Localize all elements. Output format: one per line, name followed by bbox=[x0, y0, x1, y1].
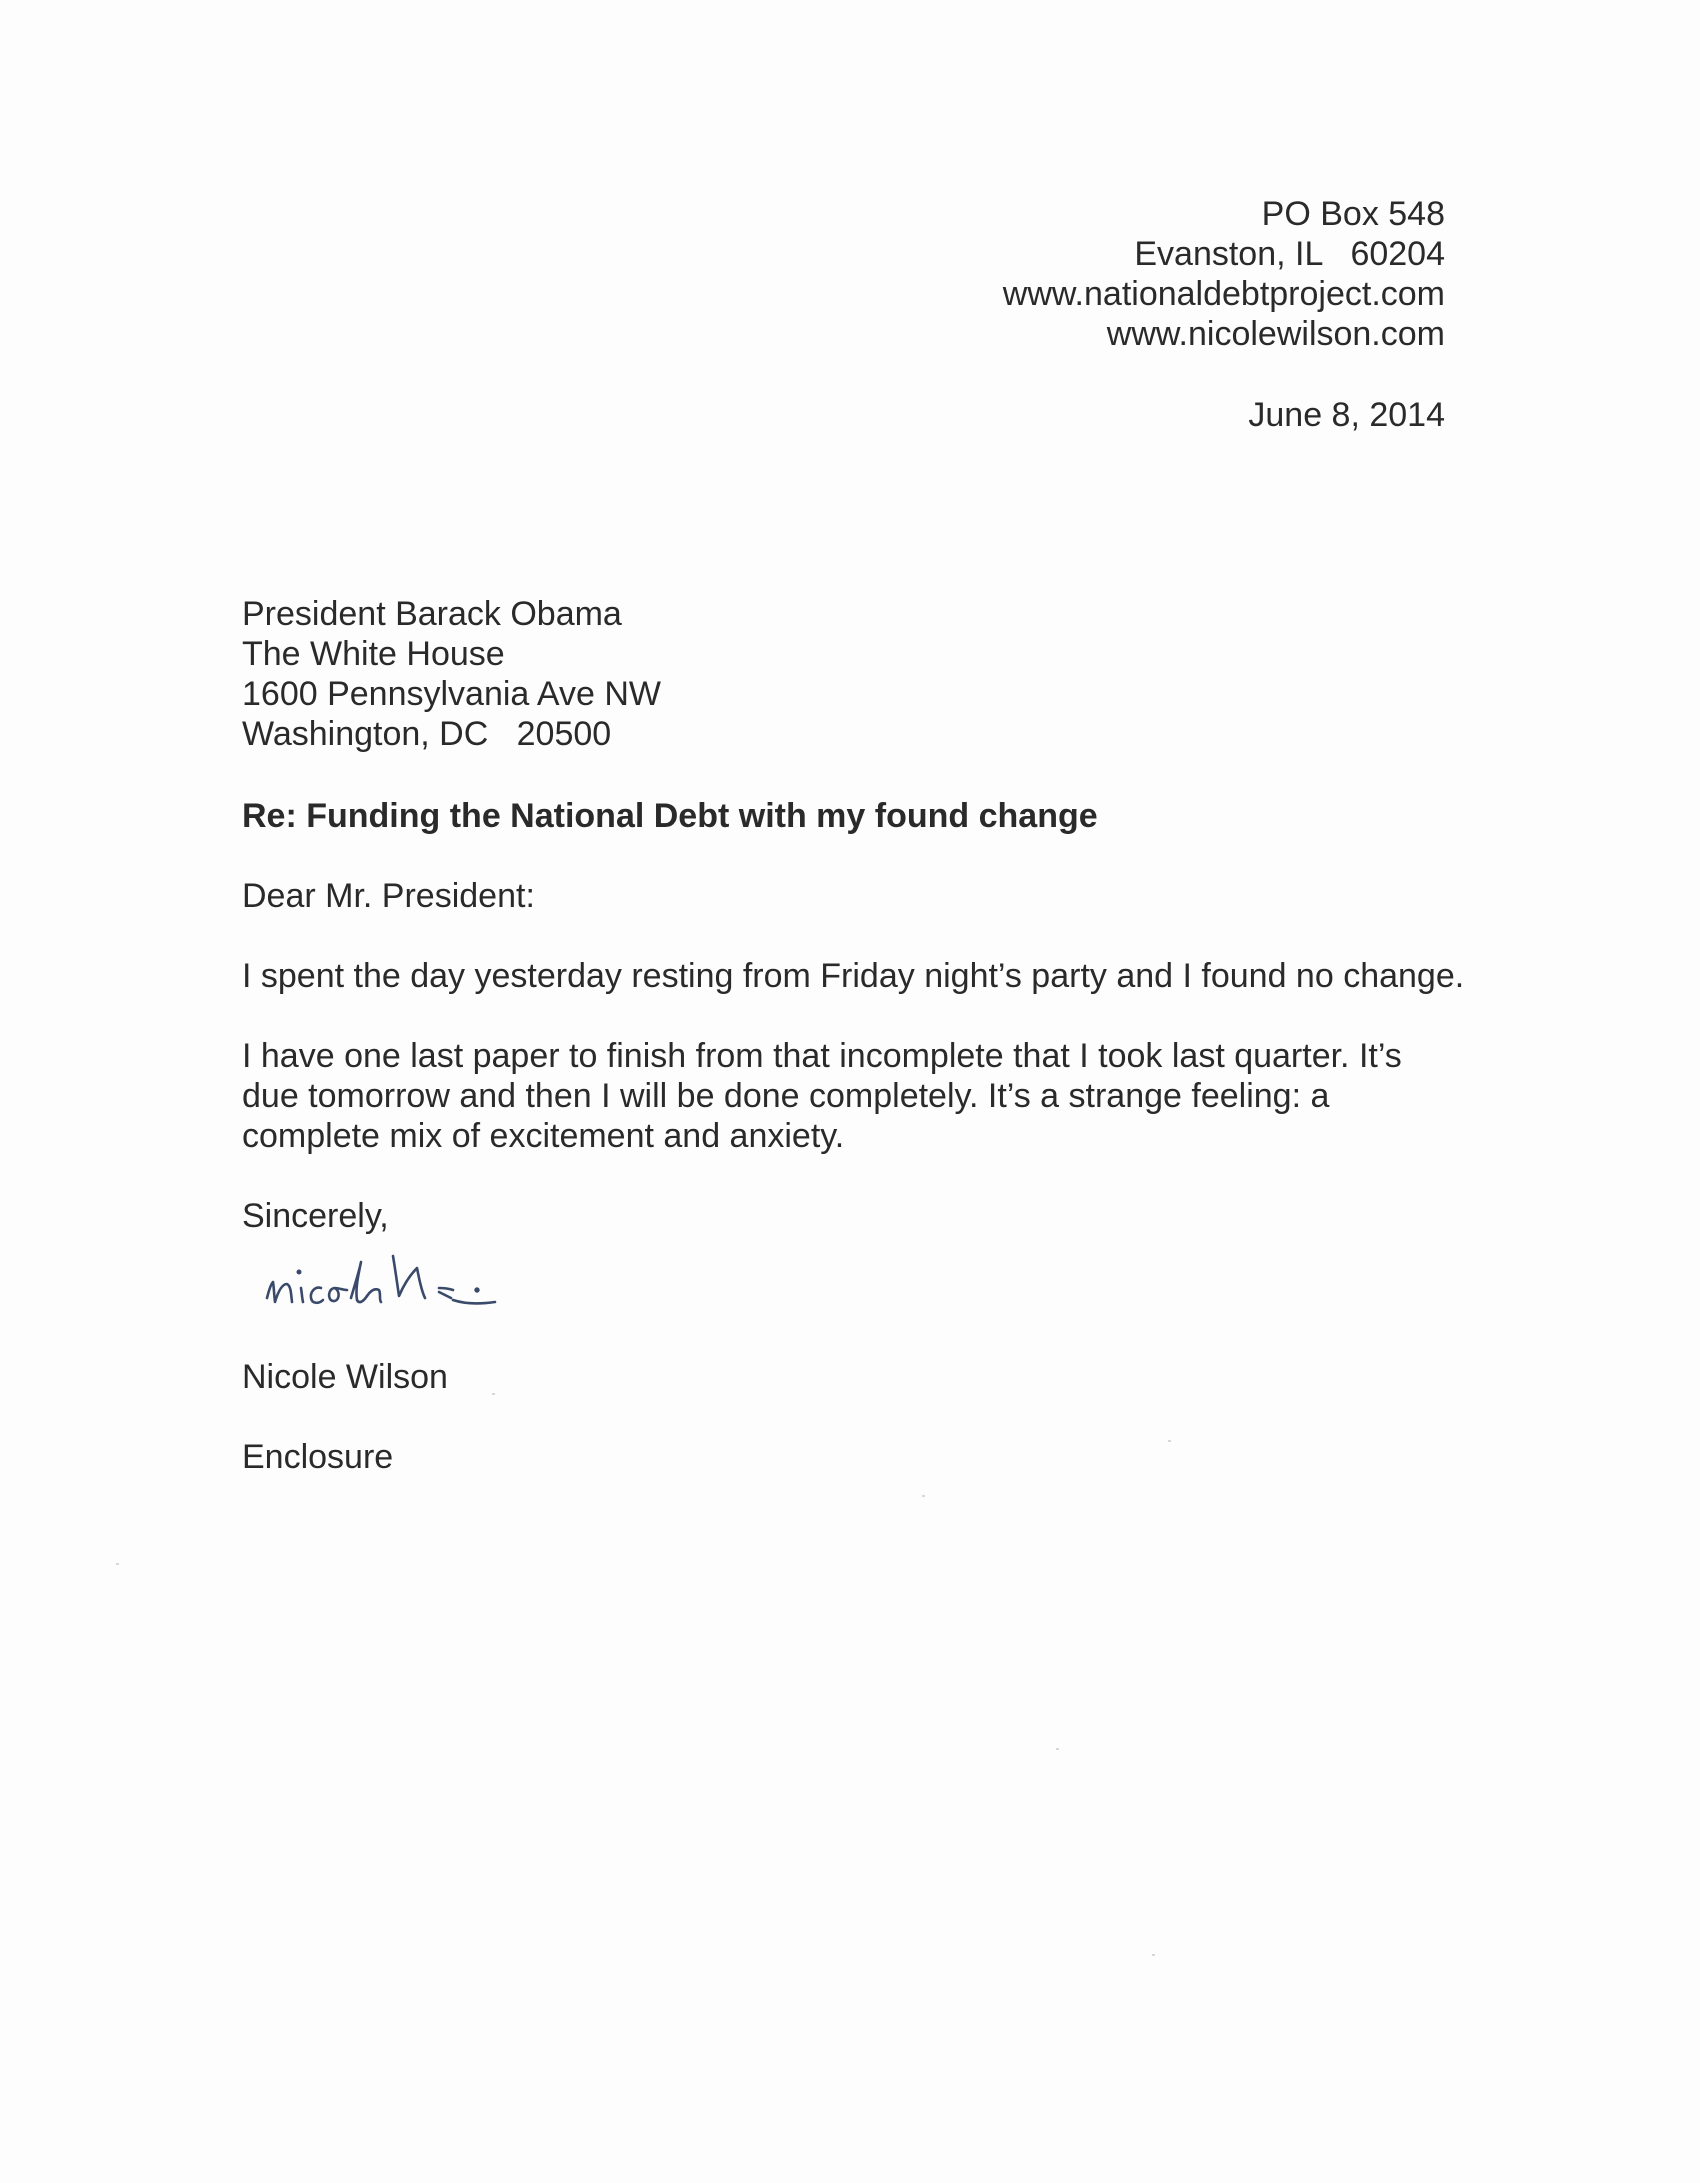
sender-city-state-zip: Evanston, IL 60204 bbox=[1134, 235, 1445, 273]
recipient-street: 1600 Pennsylvania Ave NW bbox=[242, 675, 661, 713]
body-paragraph-2-line-3: complete mix of excitement and anxiety. bbox=[242, 1117, 845, 1155]
sender-po-box: PO Box 548 bbox=[1261, 195, 1445, 233]
scan-speck bbox=[1152, 1954, 1155, 1956]
enclosure-notation: Enclosure bbox=[242, 1438, 394, 1476]
letter-date: June 8, 2014 bbox=[1248, 396, 1445, 434]
handwritten-signature bbox=[255, 1238, 615, 1328]
body-paragraph-2-line-2: due tomorrow and then I will be done completely. It’s a strange feeling: a bbox=[242, 1077, 1330, 1115]
sender-website-project: www.nationaldebtproject.com bbox=[1002, 275, 1445, 313]
signer-name: Nicole Wilson bbox=[242, 1358, 448, 1396]
subject-line: Re: Funding the National Debt with my found change bbox=[242, 797, 1098, 835]
body-paragraph-2-line-1: I have one last paper to finish from that incomplete that I took last quarter. It’s bbox=[242, 1037, 1402, 1075]
closing: Sincerely, bbox=[242, 1197, 389, 1235]
recipient-name: President Barack Obama bbox=[242, 595, 622, 633]
sender-website-personal: www.nicolewilson.com bbox=[1106, 315, 1445, 353]
scan-speck bbox=[922, 1495, 925, 1497]
scan-speck bbox=[1056, 1748, 1059, 1750]
recipient-city-state-zip: Washington, DC 20500 bbox=[242, 715, 612, 753]
body-paragraph-2 bbox=[242, 1036, 1462, 1156]
recipient-organization: The White House bbox=[242, 635, 505, 673]
scan-speck bbox=[492, 1393, 495, 1395]
salutation: Dear Mr. President: bbox=[242, 877, 535, 915]
sender-address-block bbox=[1003, 194, 1445, 354]
scan-speck bbox=[1168, 1440, 1171, 1442]
scan-speck bbox=[116, 1563, 119, 1565]
recipient-address-block bbox=[242, 594, 661, 754]
body-paragraph-1: I spent the day yesterday resting from Friday night’s party and I found no change. bbox=[242, 957, 1465, 995]
